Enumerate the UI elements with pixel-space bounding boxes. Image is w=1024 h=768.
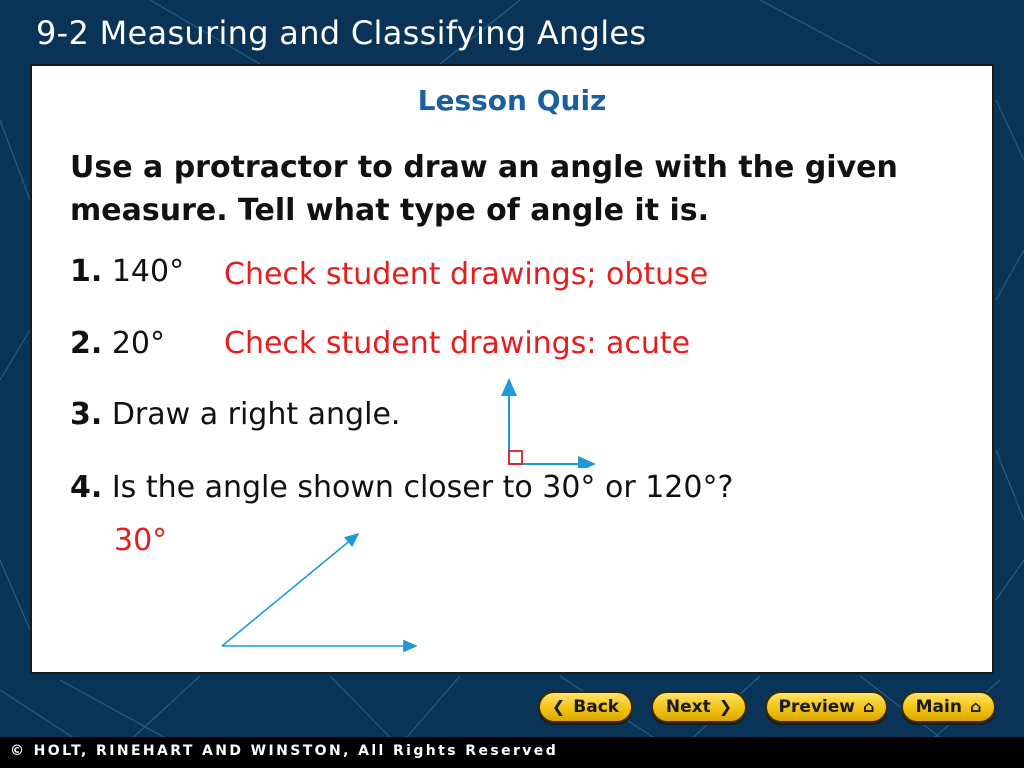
main-button-label: Main bbox=[915, 697, 962, 717]
question-3-text: Draw a right angle. bbox=[111, 397, 401, 432]
copyright-text: © HOLT, RINEHART AND WINSTON, All Rights Reserved bbox=[10, 743, 559, 759]
footer-bar bbox=[0, 737, 1024, 768]
back-button[interactable] bbox=[538, 691, 633, 723]
question-2-text: 20° bbox=[111, 326, 166, 361]
question-3 bbox=[70, 397, 400, 432]
quiz-card bbox=[30, 64, 994, 674]
chevron-right-icon: ❯ bbox=[718, 697, 733, 716]
question-1-text: 140° bbox=[111, 254, 185, 289]
question-1 bbox=[70, 254, 184, 289]
question-3-number: 3. bbox=[70, 397, 103, 432]
answer-1: Check student drawings; obtuse bbox=[224, 257, 709, 292]
quiz-instructions: Use a protractor to draw an angle with the given measure. Tell what type of angle it is. bbox=[70, 150, 898, 228]
answer-4: 30° bbox=[114, 523, 168, 558]
preview-button[interactable] bbox=[765, 691, 888, 723]
question-2 bbox=[70, 326, 165, 361]
next-button[interactable] bbox=[651, 691, 747, 723]
chevron-left-icon: ❮ bbox=[551, 697, 566, 716]
question-4-text: Is the angle shown closer to 30° or 120°? bbox=[111, 470, 734, 505]
question-4-number: 4. bbox=[70, 470, 103, 505]
answer-2: Check student drawings: acute bbox=[224, 326, 691, 361]
back-button-label: Back bbox=[573, 697, 620, 717]
preview-button-label: Preview bbox=[778, 697, 856, 717]
main-button[interactable] bbox=[901, 691, 996, 723]
right-angle-figure bbox=[498, 374, 608, 468]
question-4 bbox=[70, 470, 733, 505]
home-icon: ⌂ bbox=[969, 697, 982, 716]
question-1-number: 1. bbox=[70, 254, 103, 289]
home-icon: ⌂ bbox=[863, 697, 875, 716]
question-2-number: 2. bbox=[70, 326, 103, 361]
slide-title: 9-2 Measuring and Classifying Angles bbox=[36, 14, 647, 52]
acute-angle-figure bbox=[212, 526, 422, 656]
quiz-title: Lesson Quiz bbox=[417, 84, 607, 117]
next-button-label: Next bbox=[665, 697, 711, 717]
